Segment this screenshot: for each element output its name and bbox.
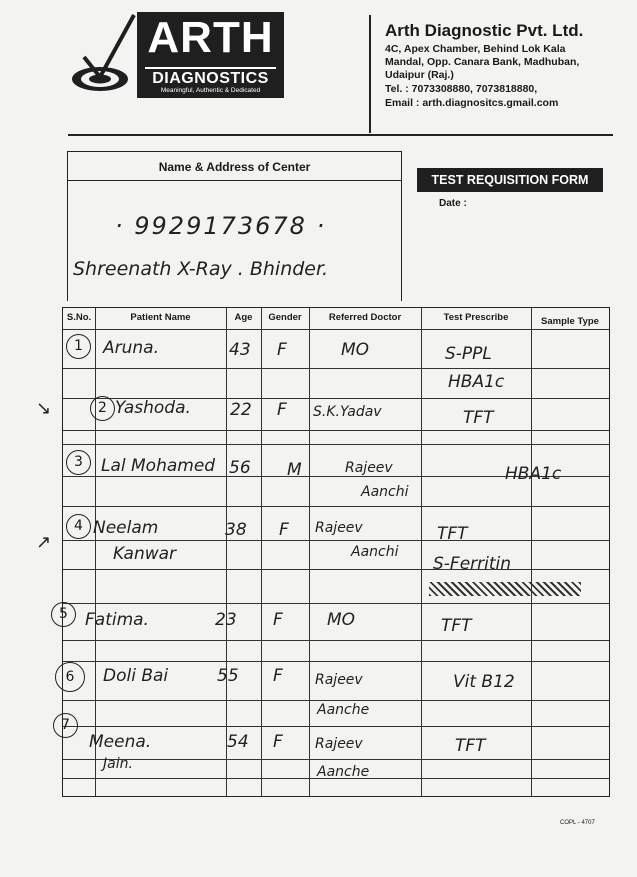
row-6-doctor-2: Aanche [317,702,370,718]
logo-target-icon [70,13,136,95]
center-box-header [67,151,402,182]
patient-table [59,307,610,797]
header-age: Age [234,312,253,323]
row-5-gender: F [273,610,283,630]
row-3-doctor-2: Aanchi [361,484,409,500]
arrow-mark-icon: ↗ [36,532,52,552]
address-line-2: Mandal, Opp. Canara Bank, Madhuban, [385,56,580,68]
row-4-doctor: Rajeev [315,520,363,536]
row-divider [63,569,609,570]
date-label: Date : [439,198,467,209]
row-2-gender: F [277,400,287,420]
header-sample-type: Sample Type [541,316,599,327]
row-1-age: 43 [229,340,251,360]
header-patient-name: Patient Name [130,312,191,323]
row-2-age: 22 [230,400,252,420]
header-referred-doctor: Referred Doctor [328,312,402,323]
header-sno: S.No. [66,312,92,323]
row-divider [63,726,609,727]
row-1-test-2: HBA1c [448,372,505,392]
row-4-doctor-2: Aanchi [351,544,399,560]
row-1-sno: 1 [66,334,91,359]
row-divider [63,640,609,641]
row-3-age: 56 [229,458,251,478]
header-test-prescribe: Test Prescribe [443,312,509,323]
logo-diagnostics: DIAGNOSTICS [152,70,269,87]
row-divider [63,540,609,541]
row-7-test: TFT [455,736,486,756]
col-divider [309,308,310,796]
row-3-doctor: Rajeev [345,460,393,476]
col-divider [261,308,262,796]
row-3-gender: M [287,460,302,480]
row-divider [63,700,609,701]
row-3-name: Lal Mohamed [101,456,216,476]
row-4-struck-out-text [429,582,581,596]
company-name: Arth Diagnostic Pvt. Ltd. [385,21,584,40]
row-3-test: HBA1c [505,464,562,484]
row-7-name-2: Jain. [103,756,133,772]
row-2-test: TFT [463,408,494,428]
row-4-test: TFT [437,524,468,544]
row-5-doctor: MO [327,610,356,630]
row-6-name: Doli Bai [103,666,169,686]
row-1-doctor: MO [341,340,370,360]
row-divider [63,759,609,760]
row-divider [63,329,609,330]
row-4-name-2: Kanwar [113,544,177,564]
row-5-test: TFT [441,616,472,636]
row-7-doctor-2: Aanche [317,764,370,780]
row-7-sno: 7 [53,713,78,738]
row-divider [63,506,609,507]
center-box-body [67,180,402,301]
row-divider [63,603,609,604]
row-3-sno: 3 [66,450,91,475]
row-4-sno: 4 [66,514,91,539]
row-1-test: S-PPL [445,344,492,364]
row-7-doctor: Rajeev [315,736,363,752]
header-gender: Gender [268,312,302,323]
row-6-test: Vit B12 [453,672,515,692]
logo-arth: ARTH [147,13,274,62]
row-6-sno: 6 [55,662,85,692]
row-2-doctor: S.K.Yadav [313,404,382,420]
row-divider [63,661,609,662]
row-divider [63,368,609,369]
row-2-name: Yashoda. [115,398,191,418]
row-6-gender: F [273,666,283,686]
phone-line: Tel. : 7073308880, 7073818880, [385,83,538,95]
form-title-banner: TEST REQUISITION FORM [417,168,603,192]
row-2-sno: 2 [90,396,115,421]
row-7-name: Meena. [89,732,152,752]
row-6-age: 55 [217,666,239,686]
row-4-name: Neelam [93,518,159,538]
arrow-mark-icon: ↘ [36,398,52,418]
header-divider-vertical [369,15,371,133]
logo-divider [145,67,276,69]
email-line: Email : arth.diagnositcs.gmail.com [385,97,559,109]
row-1-name: Aruna. [103,338,159,358]
row-divider [63,430,609,431]
row-7-gender: F [273,732,283,752]
center-name: Shreenath X-Ray . Bhinder. [73,258,329,280]
address-line-3: Udaipur (Raj.) [385,69,454,81]
row-4-age: 38 [225,520,247,540]
form-code: COPL - 4707 [560,820,595,826]
row-divider [63,444,609,445]
row-4-gender: F [279,520,289,540]
row-7-age: 54 [227,732,249,752]
row-4-test-2: S-Ferritin [433,554,512,574]
row-1-gender: F [277,340,287,360]
center-phone: · 9929173678 · [115,212,327,240]
logo-tagline: Meaningful, Authentic & Dedicated [160,87,261,94]
row-5-sno: 5 [51,602,76,627]
col-divider [95,308,96,796]
logo-block [137,12,284,98]
row-5-age: 23 [215,610,237,630]
col-divider [531,308,532,796]
address-line-1: 4C, Apex Chamber, Behind Lok Kala [385,43,566,55]
col-divider [421,308,422,796]
center-title: Name & Address of Center [158,160,311,174]
header-divider-horizontal [68,134,613,136]
col-divider [226,308,227,796]
row-6-doctor: Rajeev [315,672,363,688]
row-5-name: Fatima. [85,610,149,630]
